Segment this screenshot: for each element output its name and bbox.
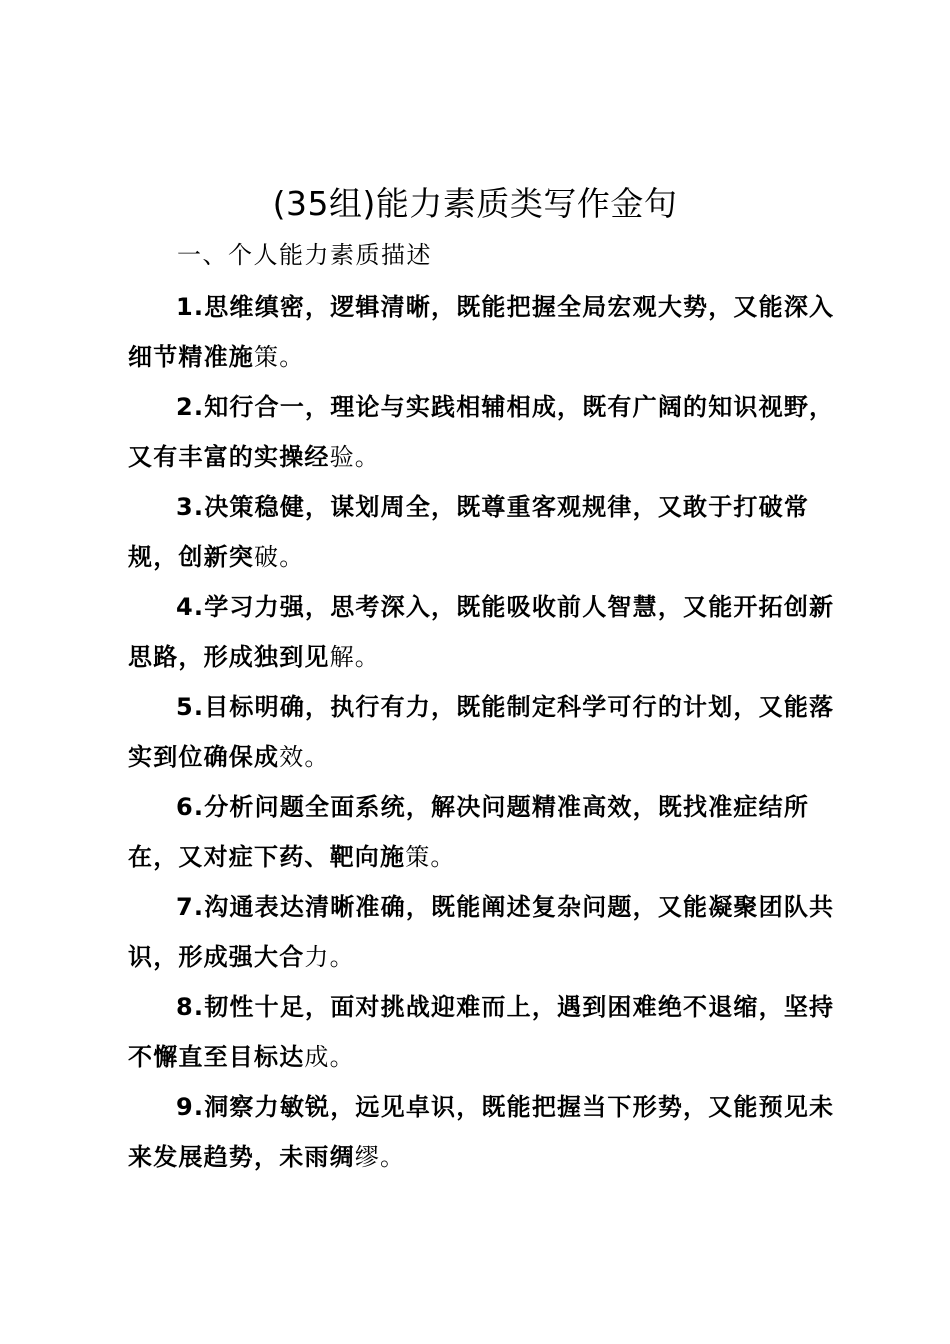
- item-tail: 解。: [329, 643, 381, 671]
- list-item: [128, 282, 838, 382]
- item-text: 6.分析问题全面系统，解决问题精准高效，既找准症结所在，又对症下药、靶向施: [128, 793, 810, 871]
- list-item: [128, 682, 838, 782]
- section-heading: 一、个人能力素质描述: [177, 241, 432, 269]
- item-tail: 效。: [279, 743, 330, 771]
- item-tail: 策。: [254, 343, 305, 371]
- item-tail: 破。: [254, 543, 305, 571]
- item-tail: 力。: [304, 943, 355, 971]
- item-text: 4.学习力强，思考深入，既能吸收前人智慧，又能开拓创新思路，形成独到见: [128, 593, 835, 671]
- item-text: 5.目标明确，执行有力，既能制定科学可行的计划，又能落实到位确保成: [128, 693, 835, 771]
- item-text: 7.沟通表达清晰准确，既能阐述复杂问题，又能凝聚团队共识，形成强大合: [128, 893, 835, 971]
- item-tail: 策。: [405, 843, 456, 871]
- page-title: (35组)能力素质类写作金句: [272, 184, 678, 223]
- item-text: 2.知行合一，理论与实践相辅相成，既有广阔的知识视野，又有丰富的实操经: [128, 393, 835, 471]
- list-item: [128, 1082, 838, 1182]
- item-text: 9.洞察力敏锐，远见卓识，既能把握当下形势，又能预见未来发展趋势，未雨绸: [128, 1093, 835, 1171]
- item-tail: 验。: [329, 443, 381, 471]
- item-tail: 缪。: [354, 1143, 406, 1171]
- list-item: [128, 382, 838, 482]
- item-text: 3.决策稳健，谋划周全，既尊重客观规律，又敢于打破常规，创新突: [128, 493, 810, 571]
- item-list: [128, 282, 838, 1182]
- list-item: [128, 882, 838, 982]
- item-text: 1.思维缜密，逻辑清晰，既能把握全局宏观大势，又能深入细节精准施: [128, 293, 835, 371]
- item-tail: 成。: [304, 1043, 355, 1071]
- list-item: [128, 582, 838, 682]
- item-text: 8.韧性十足，面对挑战迎难而上，遇到困难绝不退缩，坚持不懈直至目标达: [128, 993, 835, 1071]
- list-item: [128, 782, 838, 882]
- list-item: [128, 482, 838, 582]
- list-item: [128, 982, 838, 1082]
